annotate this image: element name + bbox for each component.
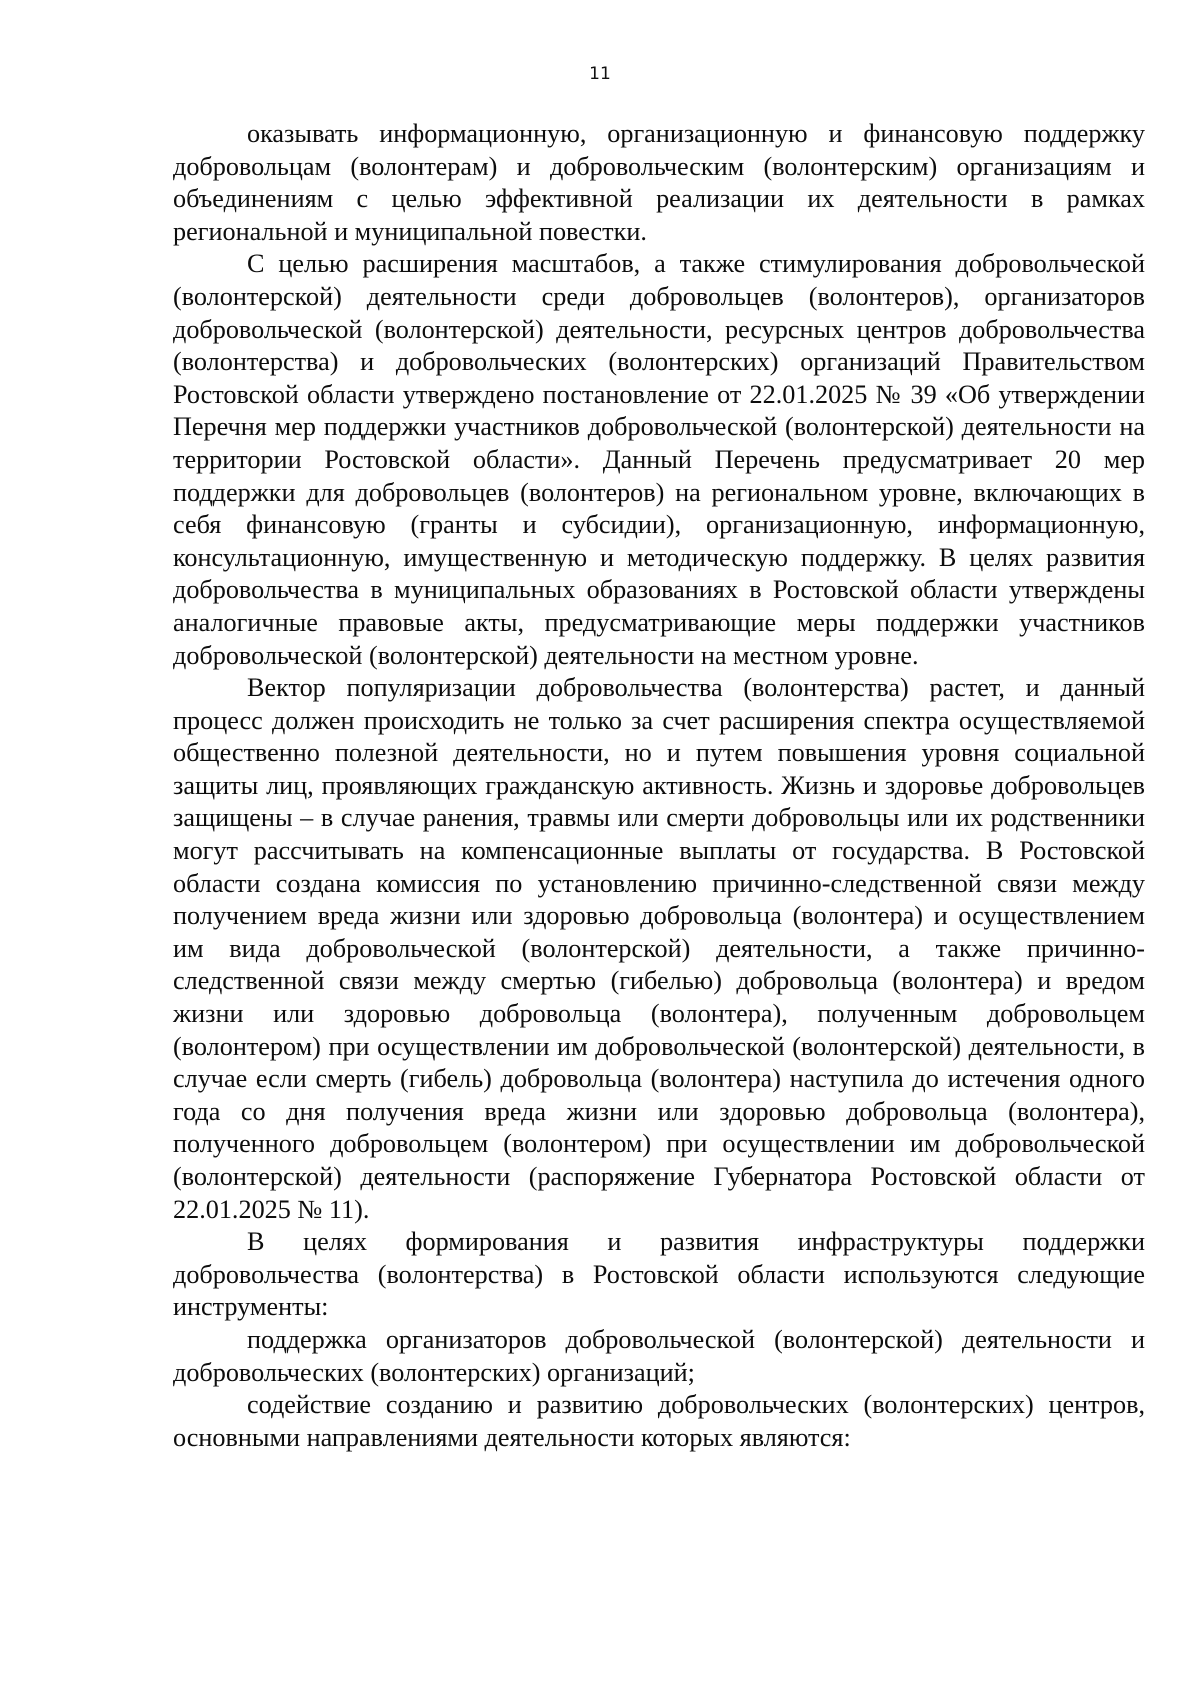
paragraph-social-protection: Вектор популяризации добровольчества (волонтерства) растет, и данный процесс должен происходить не только за счет расширения спектра осуществляемой общественно полезной деятельности, но и путем повышения уровня социальной защиты лиц, проявляющих гражданскую активность. Жизнь и здоровье добровольцев защищены – в случае ранения, травмы или смерти добровольцы или их родственники могут рассчитывать на компенсационные выплаты от государства. В Ростовской области создана комиссия по установлению причинно-следственной связи между получением вреда жизни или здоровью добровольца (волонтера) и осуществлением им вида добровольческой (волонтерской) деятельности, а также причинно-следственной связи между смертью (гибелью) добровольца (волонтера) и вредом жизни или здоровью добровольца (волонтера), полученным добровольцем (волонтером) при осуществлении им добровольческой (волонтерской) деятельности, в случае если смерть (гибель) добровольца (волонтера) наступила до истечения одного года со дня получения вреда жизни или здоровью добровольца (волонтера), полученного добровольцем (волонтером) при осуществлении им добровольческой (волонтерской) деятельности (распоряжение Губернатора Ростовской области от 22.01.2025 № 11). [173, 673, 1145, 1224]
list-item-organizer-support: поддержка организаторов добровольческой (волонтерской) деятельности и добровольческих (волонтерских) организаций; [173, 1324, 1145, 1387]
paragraph-support-volunteers: оказывать информационную, организационную и финансовую поддержку добровольцам (волонтерам) и добровольческим (волонтерским) организациям и объединениям с целью эффективной реализации их деятельности в рамках региональной и муниципальной повестки. [173, 119, 1145, 246]
paragraph-support-measures: С целью расширения масштабов, а также стимулирования добровольческой (волонтерской) деятельности среди добровольцев (волонтеров), организаторов добровольческой (волонтерской) деятельности, ресурсных центров добровольчества (волонтерства) и добровольческих (волонтерских) организаций Правительством Ростовской области утверждено постановление от 22.01.2025 № 39 «Об утверждении Перечня мер поддержки участников добровольческой (волонтерской) деятельности на территории Ростовской области». Данный Перечень предусматривает 20 мер поддержки для добровольцев (волонтеров) на региональном уровне, включающих в себя финансовую (гранты и субсидии), организационную, информационную, консультационную, имущественную и методическую поддержку. В целях развития добровольчества в муниципальных образованиях в Ростовской области утверждены аналогичные правовые акты, предусматривающие меры поддержки участников добровольческой (волонтерской) деятельности на местном уровне. [173, 249, 1145, 670]
document-body [173, 118, 1145, 1454]
list-item-volunteer-centers: содействие созданию и развитию добровольческих (волонтерских) центров, основными направлениями деятельности которых являются: [173, 1390, 1145, 1452]
page-number: 11 [589, 64, 611, 84]
paragraph-infrastructure-tools: В целях формирования и развития инфраструктуры поддержки добровольчества (волонтерства) в Ростовской области используются следующие инструменты: [173, 1227, 1145, 1322]
